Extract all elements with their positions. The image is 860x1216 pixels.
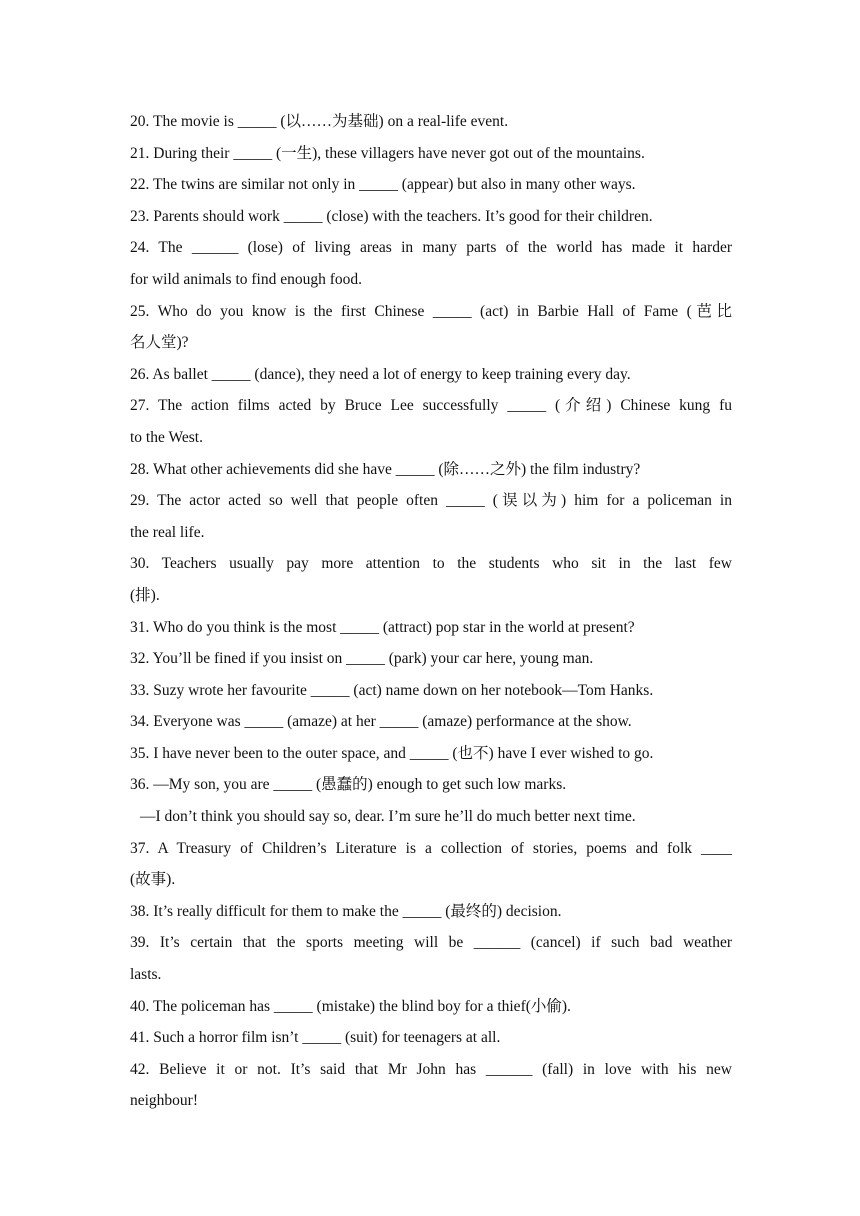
text-line: 41. Such a horror film isn’t _____ (suit) for teenagers at all. [130,1029,501,1047]
text-line: 36. —My son, you are _____ (愚蠢的) enough to get such low marks. [130,776,567,794]
text-line: 24. The ______ (lose) of living areas in many parts of the world has made it harder [130,239,732,257]
text-line: 32. You’ll be fined if you insist on _____ (park) your car here, young man. [130,650,594,668]
text-line: lasts. [130,966,162,984]
exercise-list [130,106,732,1117]
text-line: 20. The movie is _____ (以……为基础) on a real-life event. [130,113,509,130]
text-line: to the West. [130,428,203,446]
text-line: 37. A Treasury of Children’s Literature is a collection of stories, poems and folk ____ [130,839,732,857]
text-line: 21. During their _____ (一生), these villagers have never got out of the mountains. [130,144,645,162]
text-line: 33. Suzy wrote her favourite _____ (act) name down on her notebook—Tom Hanks. [130,681,654,699]
text-line: 25. Who do you know is the first Chinese _____ (act) in Barbie Hall of Fame (芭比 [130,302,732,320]
text-line: 28. What other achievements did she have _____ (除……之外) the film industry? [130,460,641,478]
text-line: neighbour! [130,1092,199,1110]
text-line: 39. It’s certain that the sports meeting will be ______ (cancel) if such bad weather [130,934,732,952]
text-line: 34. Everyone was _____ (amaze) at her _____ (amaze) performance at the show. [130,713,632,731]
text-line: 23. Parents should work _____ (close) with the teachers. It’s good for their children. [130,207,653,225]
text-line: —I don’t think you should say so, dear. I’m sure he’ll do much better next time. [140,808,636,826]
text-line: 38. It’s really difficult for them to make the _____ (最终的) decision. [130,902,562,920]
text-line: 30. Teachers usually pay more attention to the students who sit in the last few [130,555,732,573]
text-line: 29. The actor acted so well that people often _____ (误以为) him for a policeman in [130,492,732,510]
text-line: 40. The policeman has _____ (mistake) the blind boy for a thief(小偷). [130,997,571,1015]
text-line: 42. Believe it or not. It’s said that Mr John has ______ (fall) in love with his new [130,1060,732,1078]
text-line: 31. Who do you think is the most _____ (attract) pop star in the world at present? [130,618,635,636]
text-line: for wild animals to find enough food. [130,270,363,288]
text-line: 26. As ballet _____ (dance), they need a lot of energy to keep training every day. [130,365,631,383]
text-line: 35. I have never been to the outer space, and _____ (也不) have I ever wished to go. [130,744,654,762]
text-line: 22. The twins are similar not only in _____ (appear) but also in many other ways. [130,176,636,194]
text-line: 名人堂)? [130,334,189,352]
text-line: (故事). [130,871,176,889]
text-line: (排). [130,586,160,604]
text-line: the real life. [130,523,205,541]
text-line: 27. The action films acted by Bruce Lee successfully _____ (介绍) Chinese kung fu [130,397,732,415]
